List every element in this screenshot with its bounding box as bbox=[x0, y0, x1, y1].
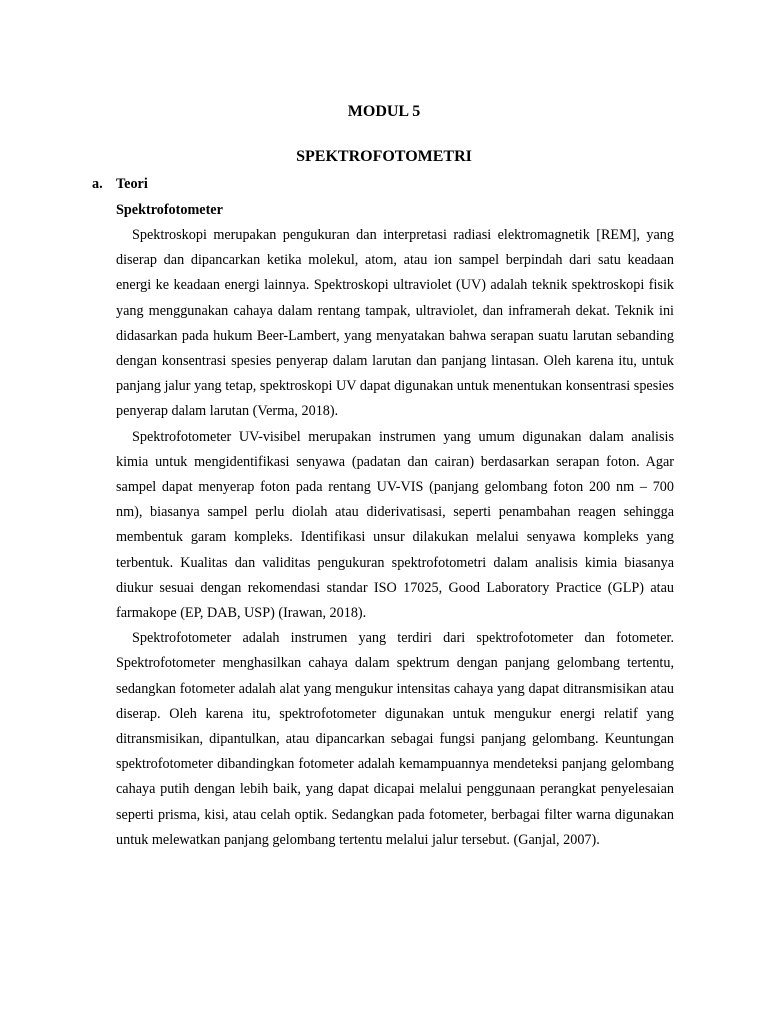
paragraph: Spektrofotometer UV-visibel merupakan instrumen yang umum digunakan dalam analisis kimia untuk mengidentifikasi senyawa (padatan dan cairan) berdasarkan serapan foton. Agar sampel dapat menyerap foton pada rentang UV-VIS (panjang gelombang foton 200 nm – 700 nm), biasanya sampel perlu diolah atau diderivatisasi, seperti penambahan reagen sehingga membentuk garam kompleks. Identifikasi unsur dilakukan melalui senyawa kompleks yang terbentuk. Kualitas dan validitas pengukuran spektrofotometri dalam analisis kimia biasanya diukur sesuai dengan rekomendasi standar ISO 17025, Good Laboratory Practice (GLP) atau farmakope (EP, DAB, USP) (Irawan, 2018). bbox=[116, 428, 674, 622]
module-title: MODUL 5 bbox=[347, 103, 421, 120]
section-letter: a. bbox=[92, 176, 103, 192]
module-subtitle: SPEKTROFOTOMETRI bbox=[296, 148, 472, 165]
subsection-heading: Spektrofotometer bbox=[116, 202, 223, 218]
paragraph: Spektroskopi merupakan pengukuran dan interpretasi radiasi elektromagnetik [REM], yang diserap dan dipancarkan ketika molekul, atom, atau ion sampel berpindah dari satu keadaan energi ke keadaan energi lainnya. Spektroskopi ultraviolet (UV) adalah teknik spektroskopi fisik yang menggunakan cahaya dalam rentang tampak, ultraviolet, dan inframerah dekat. Teknik ini didasarkan pada hukum Beer-Lambert, yang menyatakan bahwa serapan suatu larutan sebanding dengan konsentrasi spesies penyerap dalam larutan dan panjang lintasan. Oleh karena itu, untuk panjang jalur yang tetap, spektroskopi UV dapat digunakan untuk menentukan konsentrasi spesies penyerap dalam larutan (Verma, 2018). bbox=[116, 227, 674, 420]
section-title: Teori bbox=[116, 176, 148, 192]
body-text bbox=[116, 223, 674, 853]
paragraph: Spektrofotometer adalah instrumen yang terdiri dari spektrofotometer dan fotometer. Spektrofotometer menghasilkan cahaya dalam spektrum dengan panjang gelombang tertentu, sedangkan fotometer adalah alat yang mengukur intensitas cahaya yang dapat ditransmisikan atau diserap. Oleh karena itu, spektrofotometer digunakan untuk mengukur energi relatif yang ditransmisikan, dipantulkan, atau dipancarkan sebagai fungsi panjang gelombang. Keuntungan spektrofotometer dibandingkan fotometer adalah kemampuannya mendeteksi panjang gelombang cahaya putih dengan lebih baik, yang dapat dicapai melalui penggunaan perangkat penyelesaian seperti prisma, kisi, atau celah optik. Sedangkan pada fotometer, berbagai filter warna digunakan untuk melewatkan panjang gelombang tertentu melalui jalur tersebut. (Ganjal, 2007). bbox=[116, 630, 674, 848]
section-heading bbox=[92, 174, 148, 194]
